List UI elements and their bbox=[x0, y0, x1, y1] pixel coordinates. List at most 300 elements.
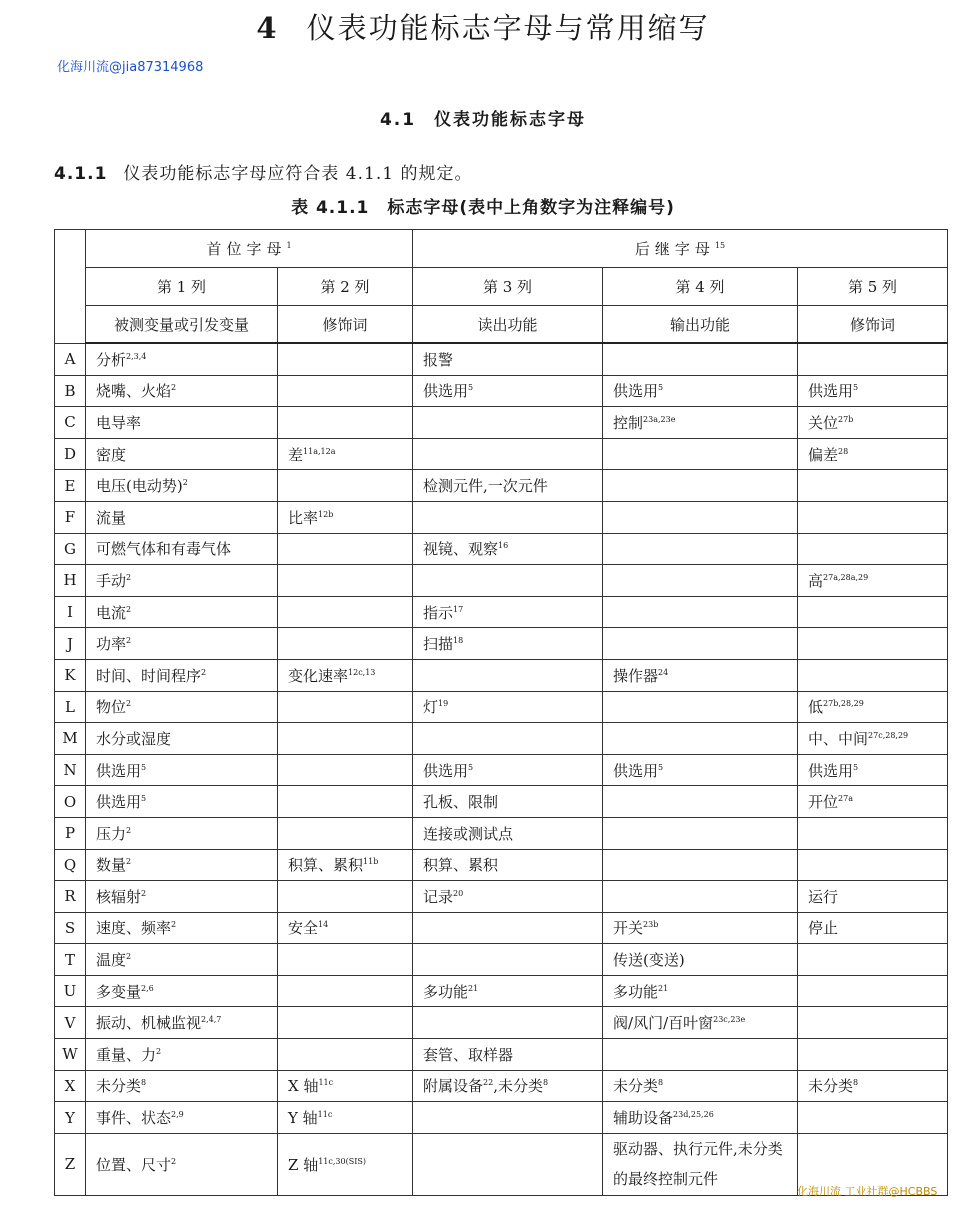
cell-text: 水分或湿度 bbox=[96, 729, 172, 748]
cell-c1 bbox=[86, 659, 278, 691]
cell-c3 bbox=[413, 786, 603, 818]
cell-text: 扫描 bbox=[423, 635, 454, 654]
cell-note: 27b,28,29 bbox=[823, 699, 864, 709]
cell-text: 套管、取样器 bbox=[423, 1045, 514, 1064]
cell-text: 差 bbox=[288, 445, 304, 464]
cell-text: 视镜、观察 bbox=[423, 540, 499, 559]
cell-c3 bbox=[413, 659, 603, 691]
cell-note: 5 bbox=[141, 794, 147, 804]
cell-c3 bbox=[413, 1102, 603, 1134]
cell-c4 bbox=[603, 817, 798, 849]
sub-header: 被测变量或引发变量 bbox=[86, 306, 278, 344]
cell-note: 16 bbox=[498, 541, 509, 551]
cell-note: 8 bbox=[658, 1078, 664, 1088]
cell-c3 bbox=[413, 596, 603, 628]
table-row bbox=[55, 533, 948, 565]
cell-text: 开位 bbox=[808, 793, 839, 812]
section-number: 4.1 bbox=[379, 110, 417, 130]
cell-c1 bbox=[86, 1133, 278, 1195]
row-letter: C bbox=[55, 407, 86, 439]
cell-c2 bbox=[278, 975, 413, 1007]
cell-c1 bbox=[86, 501, 278, 533]
row-letter: E bbox=[55, 470, 86, 502]
cell-c5 bbox=[798, 470, 948, 502]
cell-note: 2,6 bbox=[141, 983, 154, 993]
cell-text: 温度 bbox=[96, 951, 127, 970]
cell-text: 多功能 bbox=[423, 982, 469, 1001]
cell-note: 27b bbox=[838, 414, 854, 424]
cell-c3 bbox=[413, 975, 603, 1007]
cell-c2 bbox=[278, 1039, 413, 1071]
cell-c1 bbox=[86, 1070, 278, 1102]
row-letter: S bbox=[55, 912, 86, 944]
cell-note: 27a bbox=[838, 794, 853, 804]
cell-c2 bbox=[278, 817, 413, 849]
row-letter: G bbox=[55, 533, 86, 565]
cell-note-extra: 8 bbox=[543, 1078, 549, 1088]
cell-note: 2 bbox=[126, 952, 132, 962]
cell-c3 bbox=[413, 1070, 603, 1102]
cell-c5 bbox=[798, 786, 948, 818]
cell-note: 14 bbox=[318, 920, 329, 930]
table-caption bbox=[0, 193, 966, 218]
cell-c1 bbox=[86, 565, 278, 597]
cell-text: 孔板、限制 bbox=[423, 793, 499, 812]
cell-note: 2 bbox=[126, 825, 132, 835]
cell-c4 bbox=[603, 501, 798, 533]
row-letter: H bbox=[55, 565, 86, 597]
cell-text: X 轴 bbox=[288, 1077, 319, 1096]
cell-c2 bbox=[278, 881, 413, 913]
cell-text: 控制 bbox=[613, 413, 644, 432]
group-header-next bbox=[413, 230, 948, 268]
group-next-note: 15 bbox=[714, 241, 726, 250]
cell-c5 bbox=[798, 375, 948, 407]
sub-header: 输出功能 bbox=[603, 306, 798, 344]
cell-c2 bbox=[278, 1007, 413, 1039]
cell-c5 bbox=[798, 881, 948, 913]
cell-c5 bbox=[798, 343, 948, 375]
cell-c4 bbox=[603, 596, 798, 628]
cell-note: 5 bbox=[141, 762, 147, 772]
sub-header: 修饰词 bbox=[798, 306, 948, 344]
row-letter: U bbox=[55, 975, 86, 1007]
cell-note: 2 bbox=[126, 604, 132, 614]
cell-note: 5 bbox=[853, 762, 859, 772]
cell-note: 2 bbox=[156, 1046, 162, 1056]
table-row bbox=[55, 659, 948, 691]
caption-text: 标志字母(表中上角数字为注释编号) bbox=[387, 198, 675, 218]
cell-text: 操作器 bbox=[613, 666, 659, 685]
cell-c3 bbox=[413, 817, 603, 849]
cell-note: 11c bbox=[317, 1110, 333, 1120]
cell-text: 安全 bbox=[288, 919, 319, 938]
cell-c2 bbox=[278, 849, 413, 881]
row-letter: F bbox=[55, 501, 86, 533]
cell-note: 20 bbox=[453, 888, 464, 898]
table-row bbox=[55, 375, 948, 407]
cell-c1 bbox=[86, 596, 278, 628]
cell-text-extra: ,未分类 bbox=[493, 1077, 543, 1096]
cell-text: 可燃气体和有毒气体 bbox=[96, 540, 232, 559]
cell-c2 bbox=[278, 1133, 413, 1195]
row-letter: N bbox=[55, 754, 86, 786]
title-text: 仪表功能标志字母与常用缩写 bbox=[306, 11, 710, 45]
cell-note: 2 bbox=[126, 636, 132, 646]
cell-c1 bbox=[86, 343, 278, 375]
row-letter: M bbox=[55, 723, 86, 755]
row-letter: O bbox=[55, 786, 86, 818]
cell-c2 bbox=[278, 723, 413, 755]
cell-text: 低 bbox=[808, 698, 824, 717]
cell-c3 bbox=[413, 723, 603, 755]
cell-c4 bbox=[603, 407, 798, 439]
cell-note: 5 bbox=[658, 383, 664, 393]
row-letter: Q bbox=[55, 849, 86, 881]
cell-c4 bbox=[603, 659, 798, 691]
cell-c4 bbox=[603, 975, 798, 1007]
cell-c2 bbox=[278, 407, 413, 439]
table-row bbox=[55, 691, 948, 723]
page-title bbox=[0, 6, 966, 47]
cell-note: 17 bbox=[453, 604, 464, 614]
letters-table bbox=[54, 229, 948, 1196]
cell-c3 bbox=[413, 1039, 603, 1071]
cell-note: 19 bbox=[438, 699, 449, 709]
table-row bbox=[55, 565, 948, 597]
cell-c2 bbox=[278, 343, 413, 375]
cell-text: 位置、尺寸 bbox=[96, 1155, 172, 1174]
cell-c1 bbox=[86, 1102, 278, 1134]
cell-c2 bbox=[278, 912, 413, 944]
cell-c2 bbox=[278, 438, 413, 470]
cell-c4 bbox=[603, 723, 798, 755]
cell-note: 12b bbox=[318, 509, 334, 519]
cell-text: 供选用 bbox=[423, 382, 469, 401]
cell-note: 21 bbox=[658, 983, 669, 993]
cell-c4 bbox=[603, 1007, 798, 1039]
cell-c3 bbox=[413, 1007, 603, 1039]
cell-note: 28 bbox=[838, 446, 849, 456]
clause-body: 仪表功能标志字母应符合表 4.1.1 的规定。 bbox=[123, 164, 473, 184]
column-header: 第 3 列 bbox=[413, 268, 603, 306]
cell-text: 核辐射 bbox=[96, 887, 142, 906]
cell-text: 供选用 bbox=[808, 382, 854, 401]
cell-c1 bbox=[86, 723, 278, 755]
table-row bbox=[55, 501, 948, 533]
cell-note: 2 bbox=[126, 699, 132, 709]
cell-text: 附属设备 bbox=[423, 1077, 484, 1096]
cell-c5 bbox=[798, 944, 948, 976]
cell-note: 23c,23e bbox=[713, 1015, 746, 1025]
cell-c4 bbox=[603, 628, 798, 660]
cell-text: 指示 bbox=[423, 603, 454, 622]
cell-c1 bbox=[86, 1039, 278, 1071]
cell-c1 bbox=[86, 533, 278, 565]
cell-c5 bbox=[798, 659, 948, 691]
table-row bbox=[55, 407, 948, 439]
cell-c5 bbox=[798, 691, 948, 723]
table-row bbox=[55, 881, 948, 913]
cell-c4 bbox=[603, 375, 798, 407]
table-row bbox=[55, 1007, 948, 1039]
cell-note: 23b bbox=[643, 920, 659, 930]
row-letter: R bbox=[55, 881, 86, 913]
cell-note: 5 bbox=[468, 383, 474, 393]
cell-note: 12c,13 bbox=[348, 667, 376, 677]
cell-text: 阀/风门/百叶窗 bbox=[613, 1014, 714, 1033]
cell-c4 bbox=[603, 1133, 798, 1195]
cell-c3 bbox=[413, 691, 603, 723]
cell-text: 流量 bbox=[96, 508, 127, 527]
cell-text: 烧嘴、火焰 bbox=[96, 382, 172, 401]
cell-note: 2 bbox=[126, 857, 132, 867]
cell-c4 bbox=[603, 1102, 798, 1134]
cell-c3 bbox=[413, 912, 603, 944]
cell-text: 报警 bbox=[423, 350, 454, 369]
cell-note: 2 bbox=[171, 920, 177, 930]
column-header: 第 5 列 bbox=[798, 268, 948, 306]
cell-text: 供选用 bbox=[96, 761, 142, 780]
cell-note: 23d,25,26 bbox=[673, 1110, 714, 1120]
clause-number: 4.1.1 bbox=[54, 164, 108, 184]
corner-cell bbox=[55, 230, 86, 344]
cell-c5 bbox=[798, 1007, 948, 1039]
cell-note: 11c bbox=[318, 1078, 334, 1088]
cell-c4 bbox=[603, 470, 798, 502]
cell-text: 检测元件,一次元件 bbox=[423, 477, 548, 496]
cell-c4 bbox=[603, 754, 798, 786]
cell-c5 bbox=[798, 501, 948, 533]
cell-text: 分析 bbox=[96, 350, 127, 369]
row-letter: K bbox=[55, 659, 86, 691]
row-letter: L bbox=[55, 691, 86, 723]
cell-c2 bbox=[278, 501, 413, 533]
cell-text: 运行 bbox=[808, 887, 839, 906]
sub-header: 修饰词 bbox=[278, 306, 413, 344]
row-letter: T bbox=[55, 944, 86, 976]
cell-note: 2 bbox=[171, 383, 177, 393]
cell-c1 bbox=[86, 628, 278, 660]
cell-c5 bbox=[798, 754, 948, 786]
watermark-top: 化海川流@jia87314968 bbox=[57, 60, 204, 75]
cell-text: 电导率 bbox=[96, 413, 142, 432]
cell-text: 传送(变送) bbox=[613, 951, 685, 970]
cell-note: 2,9 bbox=[171, 1110, 184, 1120]
section-heading bbox=[0, 105, 966, 130]
cell-c5 bbox=[798, 1070, 948, 1102]
cell-text: 高 bbox=[808, 571, 824, 590]
cell-note: 11a,12a bbox=[303, 446, 336, 456]
cell-text: 记录 bbox=[423, 887, 454, 906]
cell-c5 bbox=[798, 1102, 948, 1134]
cell-c4 bbox=[603, 912, 798, 944]
cell-text: Y 轴 bbox=[288, 1109, 318, 1128]
cell-c1 bbox=[86, 407, 278, 439]
cell-c5 bbox=[798, 533, 948, 565]
cell-text: 连接或测试点 bbox=[423, 824, 514, 843]
cell-note: 2 bbox=[126, 572, 132, 582]
cell-text: 开关 bbox=[613, 919, 644, 938]
cell-note: 11c,30(SIS) bbox=[318, 1156, 366, 1166]
table-row bbox=[55, 723, 948, 755]
cell-c1 bbox=[86, 1007, 278, 1039]
table-row bbox=[55, 786, 948, 818]
cell-c3 bbox=[413, 944, 603, 976]
cell-c3 bbox=[413, 565, 603, 597]
cell-text: 积算、累积 bbox=[423, 856, 499, 875]
cell-c1 bbox=[86, 849, 278, 881]
table-row bbox=[55, 470, 948, 502]
cell-text: 停止 bbox=[808, 919, 839, 938]
table-row bbox=[55, 975, 948, 1007]
cell-c3 bbox=[413, 881, 603, 913]
cell-c5 bbox=[798, 817, 948, 849]
cell-text: 供选用 bbox=[613, 382, 659, 401]
cell-text: 未分类 bbox=[808, 1077, 854, 1096]
clause-text bbox=[54, 159, 472, 184]
cell-c4 bbox=[603, 786, 798, 818]
row-letter: A bbox=[55, 343, 86, 375]
table-row bbox=[55, 1039, 948, 1071]
cell-note: 21 bbox=[468, 983, 479, 993]
cell-note: 2 bbox=[182, 478, 188, 488]
cell-c4 bbox=[603, 1039, 798, 1071]
cell-c4 bbox=[603, 881, 798, 913]
cell-note: 5 bbox=[468, 762, 474, 772]
cell-c5 bbox=[798, 912, 948, 944]
table-row bbox=[55, 912, 948, 944]
table-row bbox=[55, 343, 948, 375]
cell-note: 18 bbox=[453, 636, 464, 646]
cell-text: 事件、状态 bbox=[96, 1109, 172, 1128]
cell-c2 bbox=[278, 691, 413, 723]
cell-c2 bbox=[278, 533, 413, 565]
cell-c3 bbox=[413, 501, 603, 533]
cell-text: 驱动器、执行元件,未分类的最终控制元件 bbox=[613, 1140, 783, 1189]
cell-c4 bbox=[603, 533, 798, 565]
group-next-label: 后继字母 bbox=[634, 240, 715, 258]
cell-text: 电流 bbox=[96, 603, 127, 622]
cell-c5 bbox=[798, 723, 948, 755]
cell-text: 比率 bbox=[288, 508, 319, 527]
cell-c1 bbox=[86, 881, 278, 913]
cell-text: 未分类 bbox=[96, 1077, 142, 1096]
table-row bbox=[55, 817, 948, 849]
cell-c2 bbox=[278, 754, 413, 786]
cell-note: 8 bbox=[141, 1078, 147, 1088]
cell-text: 重量、力 bbox=[96, 1045, 157, 1064]
cell-text: 关位 bbox=[808, 413, 839, 432]
cell-note: 5 bbox=[658, 762, 664, 772]
cell-text: 多变量 bbox=[96, 982, 142, 1001]
row-letter: X bbox=[55, 1070, 86, 1102]
cell-text: 速度、频率 bbox=[96, 919, 172, 938]
row-letter: I bbox=[55, 596, 86, 628]
watermark-bottom: 化海川流 工业社群@HCBBS bbox=[797, 1185, 938, 1198]
cell-c4 bbox=[603, 691, 798, 723]
row-letter: D bbox=[55, 438, 86, 470]
cell-text: 中、中间 bbox=[808, 729, 869, 748]
row-letter: B bbox=[55, 375, 86, 407]
cell-c5 bbox=[798, 1039, 948, 1071]
cell-text: 时间、时间程序 bbox=[96, 666, 202, 685]
column-header: 第 4 列 bbox=[603, 268, 798, 306]
section-text: 仪表功能标志字母 bbox=[434, 110, 587, 130]
cell-text: 供选用 bbox=[808, 761, 854, 780]
cell-note: 23a,23e bbox=[643, 414, 676, 424]
table-row bbox=[55, 1070, 948, 1102]
cell-c2 bbox=[278, 1070, 413, 1102]
cell-note: 24 bbox=[658, 667, 669, 677]
cell-c4 bbox=[603, 849, 798, 881]
cell-c3 bbox=[413, 470, 603, 502]
cell-c4 bbox=[603, 944, 798, 976]
cell-note: 2,3,4 bbox=[126, 351, 147, 361]
table-row bbox=[55, 438, 948, 470]
cell-c2 bbox=[278, 786, 413, 818]
header-row-subheaders bbox=[55, 306, 948, 344]
table-row bbox=[55, 944, 948, 976]
column-header: 第 1 列 bbox=[86, 268, 278, 306]
cell-c1 bbox=[86, 975, 278, 1007]
cell-c5 bbox=[798, 407, 948, 439]
row-letter: Z bbox=[55, 1133, 86, 1195]
row-letter: V bbox=[55, 1007, 86, 1039]
table-row bbox=[55, 596, 948, 628]
cell-note: 27c,28,29 bbox=[868, 730, 909, 740]
cell-c3 bbox=[413, 628, 603, 660]
group-first-note: 1 bbox=[286, 241, 292, 250]
cell-c5 bbox=[798, 596, 948, 628]
cell-text: 数量 bbox=[96, 856, 127, 875]
cell-c2 bbox=[278, 596, 413, 628]
cell-c3 bbox=[413, 438, 603, 470]
table-row bbox=[55, 849, 948, 881]
cell-c2 bbox=[278, 628, 413, 660]
cell-note: 27a,28a,29 bbox=[823, 572, 869, 582]
cell-text: 手动 bbox=[96, 571, 127, 590]
cell-text: 变化速率 bbox=[288, 666, 349, 685]
cell-text: 积算、累积 bbox=[288, 856, 364, 875]
cell-c3 bbox=[413, 533, 603, 565]
cell-text: 供选用 bbox=[613, 761, 659, 780]
table-row bbox=[55, 628, 948, 660]
cell-c1 bbox=[86, 912, 278, 944]
sub-header: 读出功能 bbox=[413, 306, 603, 344]
cell-text: 偏差 bbox=[808, 445, 839, 464]
cell-c5 bbox=[798, 565, 948, 597]
cell-c1 bbox=[86, 817, 278, 849]
cell-note: 22 bbox=[483, 1078, 494, 1088]
cell-c2 bbox=[278, 470, 413, 502]
cell-c2 bbox=[278, 565, 413, 597]
cell-note: 2 bbox=[171, 1156, 177, 1166]
cell-note: 2 bbox=[201, 667, 207, 677]
cell-text: 振动、机械监视 bbox=[96, 1014, 202, 1033]
caption-number: 表 4.1.1 bbox=[291, 198, 370, 218]
cell-text: 供选用 bbox=[423, 761, 469, 780]
cell-c5 bbox=[798, 628, 948, 660]
cell-c5 bbox=[798, 849, 948, 881]
group-header-first bbox=[86, 230, 413, 268]
cell-note: 2,4,7 bbox=[201, 1015, 222, 1025]
cell-text: 功率 bbox=[96, 635, 127, 654]
cell-c1 bbox=[86, 470, 278, 502]
cell-note: 2 bbox=[141, 888, 147, 898]
cell-text: 密度 bbox=[96, 445, 127, 464]
cell-c4 bbox=[603, 438, 798, 470]
